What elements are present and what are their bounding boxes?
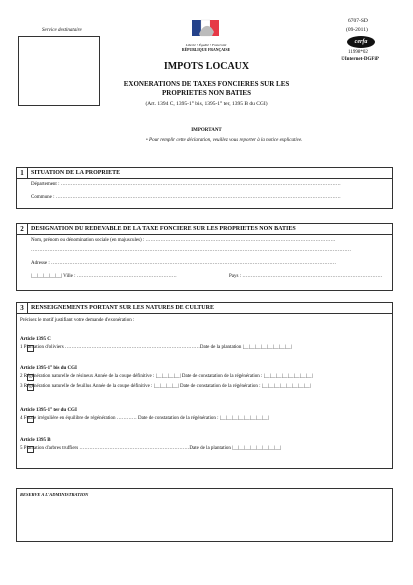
main-title: IMPOTS LOCAUX [163, 61, 250, 72]
logo-text [174, 43, 238, 52]
oliviers-checkbox[interactable] [27, 345, 34, 352]
item-resineux-text: 2 Régénération naturelle de résineux Année de la coupe définitive : |__|__|__|__| Date de constatation de la régénération : |__|__|__|__|__|__|__|__| [20, 374, 313, 379]
truffiers-checkbox[interactable] [27, 446, 34, 453]
article-1395b: Article 1395 B [20, 438, 51, 443]
subtitle-1: EXONERATIONS DE TAXES FONCIERES SUR LES [123, 80, 290, 88]
section3-body [16, 313, 393, 469]
subtitle-2: PROPRIETES NON BATIES [162, 89, 251, 97]
feuillus-checkbox[interactable] [27, 384, 34, 391]
section2-title: DESIGNATION DU REDEVABLE DE LA TAXE FONCIERE SUR LES PROPRIETES NON BATIES [31, 226, 296, 232]
important-note-text: Pour remplir cette déclaration, veuillez vous reporter à la notice explicative. [149, 138, 303, 143]
logo-republique: RÉPUBLIQUE FRANÇAISE [181, 47, 231, 52]
futaie-checkbox[interactable] [27, 416, 34, 423]
section1-title: SITUATION DE LA PROPRIETE [31, 170, 121, 176]
service-label: Service destinataire [42, 28, 82, 33]
article-1395c: Article 1395 C [20, 337, 51, 342]
section3-number: 3 [17, 303, 28, 313]
departement-field[interactable]: Département : …………………………………………………………………………………………………………………………………………………… [31, 182, 341, 187]
item-feuillus-text: 3 Régénération naturelle de feuillus Année de la coupe définitive : |__|__|__|__| Date de constatation de la régénération : |__|__|__|__|__|__|__|__| [20, 384, 311, 389]
commune-field[interactable]: Commune : ……………………………………………………………………………………………………………………………………………………… [31, 195, 341, 200]
ville-field[interactable]: |__|__|__|__|__| Ville : …………………………………………………… [31, 274, 177, 279]
item-truffiers-text: 5 Plantation d'arbres truffiers …………………………………………………………Date de la plantation |__|__|__|__|__|__|__|__| [20, 446, 282, 451]
reserve-box [16, 488, 393, 542]
articles: (Art. 1394 C, 1395-1° bis, 1395-1° ter, 1395 B du CGI) [145, 101, 268, 107]
article-1395-ter: Article 1395-1° ter du CGI [20, 408, 77, 413]
item-truffiers[interactable] [20, 446, 281, 452]
section1-body [16, 178, 393, 209]
item-oliviers[interactable] [20, 345, 292, 351]
nom-continuation-field[interactable]: ………………………………………………………………………………………………………………………………………………………………………… [31, 248, 351, 253]
item-resineux[interactable] [20, 374, 313, 380]
item-futaie-text: 4 Futaie irrégulière en équilibre de régénération ………… Date de constatation de la régénération : |__|__|__|__|__|__|__|__| [20, 416, 269, 421]
section2-number: 2 [17, 224, 28, 234]
cerfa-number: 11998*02 [348, 50, 368, 55]
section2-body [16, 234, 393, 291]
pays-field[interactable]: Pays : ………………………………………………………………………… [229, 274, 383, 279]
cerfa-logo: cerfa [347, 36, 375, 48]
form-code: 6707-SD [348, 18, 368, 24]
item-oliviers-text: 1 Plantation d'oliviers ………………………………………………………………………Date de la plantation |__|__|__|__|__|__|__|__| [20, 345, 292, 350]
copyright: ©Internet-DGFiP [341, 57, 379, 62]
important-note: • Pour remplir cette déclaration, veuillez vous reporter à la notice explicative. [146, 138, 303, 143]
important-label: IMPORTANT [191, 128, 222, 133]
article-1395-bis: Article 1395-1° bis du CGI [20, 366, 77, 371]
section1-number: 1 [17, 168, 28, 178]
logo-motto: Liberté • Égalité • Fraternité [185, 43, 227, 47]
item-futaie[interactable] [20, 416, 269, 422]
section3-intro: Précisez le motif justifiant votre demande d'exonération : [20, 318, 135, 323]
adresse-field[interactable]: Adresse : ……………………………………………………………………………………………………………………………………………………… [31, 261, 336, 266]
section3-title: RENSEIGNEMENTS PORTANT SUR LES NATURES DE CULTURE [31, 305, 214, 311]
item-feuillus[interactable] [20, 384, 311, 390]
form-date: (09-2011) [346, 27, 368, 33]
nom-field[interactable]: Nom, prénom ou dénomination sociale (en majuscules) : …………………………………………………………………………………………………… [31, 238, 336, 243]
reserve-label: RESERVE A L'ADMINISTRATION [20, 492, 89, 497]
resineux-checkbox[interactable] [27, 374, 34, 381]
